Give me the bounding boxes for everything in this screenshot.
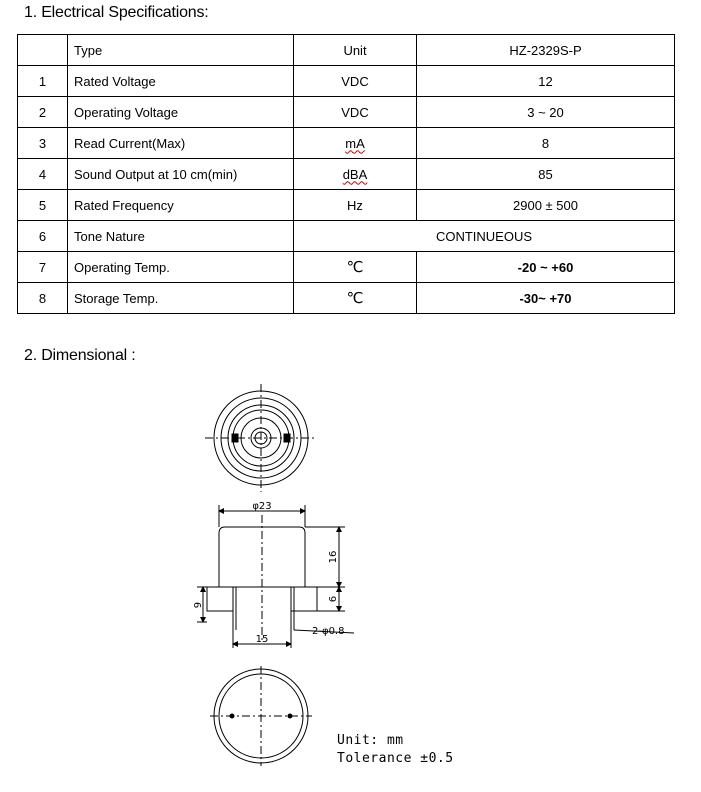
table-row [18,190,675,221]
row-value: 85 [417,159,675,190]
row-value: -20 ~ +60 [417,252,675,283]
table-row [18,221,675,252]
pin-length-label: 6 [328,595,339,603]
table-row [18,252,675,283]
row-param: Operating Voltage [68,97,294,128]
header-unit: Unit [294,35,417,66]
row-value: 3 ~ 20 [417,97,675,128]
pin-label: 2-φ0.8 [312,626,345,637]
row-unit: Hz [294,190,417,221]
row-num: 3 [18,128,68,159]
row-param: Storage Temp. [68,283,294,314]
spec-table [17,34,675,314]
top-view [205,384,317,492]
row-param: Rated Frequency [68,190,294,221]
tolerance-note: Tolerance ±0.5 [337,751,454,766]
section-title-electrical: 1. Electrical Specifications: [24,4,209,21]
header-num [18,35,68,66]
table-row [18,97,675,128]
row-param: Operating Temp. [68,252,294,283]
header-model: HZ-2329S-P [417,35,675,66]
row-unit-cell [294,283,417,314]
row-unit: VDC [294,66,417,97]
row-param: Read Current(Max) [68,128,294,159]
row-unit: ℃ [346,258,364,276]
row-num: 1 [18,66,68,97]
row-param: Sound Output at 10 cm(min) [68,159,294,190]
pin-spacing-label: 15 [255,634,269,645]
row-value: CONTINUEOUS [294,221,675,252]
row-num: 4 [18,159,68,190]
row-value: -30~ +70 [417,283,675,314]
row-param: Tone Nature [68,221,294,252]
table-row [18,66,675,97]
row-unit: dBA [342,166,368,182]
table-header-row [18,35,675,66]
row-num: 5 [18,190,68,221]
table-row [18,128,675,159]
diameter-label: φ23 [252,501,272,512]
row-num: 2 [18,97,68,128]
row-unit-cell [294,159,417,190]
row-unit: mA [345,135,365,151]
row-num: 8 [18,283,68,314]
section-title-dimensional: 2. Dimensional : [24,347,136,364]
header-type: Type [68,35,294,66]
height-label: 16 [328,550,339,564]
row-value: 2900 ± 500 [417,190,675,221]
row-value: 8 [417,128,675,159]
row-param: Rated Voltage [68,66,294,97]
table-row [18,283,675,314]
base-height-label: 9 [193,601,204,609]
row-unit-cell [294,128,417,159]
table-row [18,159,675,190]
row-unit: VDC [294,97,417,128]
row-num: 7 [18,252,68,283]
unit-note: Unit: mm [337,733,404,748]
row-unit-cell [294,252,417,283]
row-unit: ℃ [346,289,364,307]
dimensional-drawing [0,370,701,792]
row-value: 12 [417,66,675,97]
row-num: 6 [18,221,68,252]
bottom-view [210,666,312,766]
